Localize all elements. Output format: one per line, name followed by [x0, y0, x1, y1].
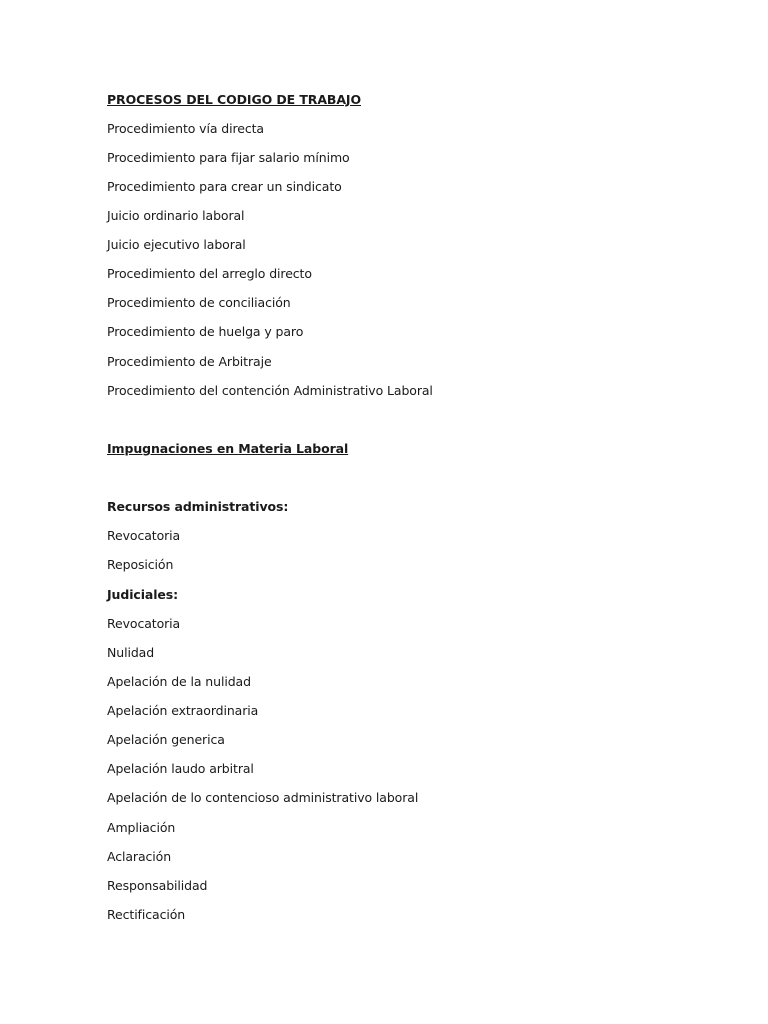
list-item: Apelación de lo contencioso administrativo laboral	[107, 790, 419, 805]
list-item: Responsabilidad	[107, 878, 208, 893]
subheading-judiciales: Judiciales:	[107, 587, 179, 602]
list-item: Reposición	[107, 557, 174, 572]
list-item: Procedimiento vía directa	[107, 121, 264, 136]
list-item: Revocatoria	[107, 616, 181, 631]
list-item: Aclaración	[107, 849, 172, 864]
section-title-impugnaciones: Impugnaciones en Materia Laboral	[107, 441, 349, 456]
list-item: Apelación de la nulidad	[107, 674, 251, 689]
list-item: Rectificación	[107, 907, 186, 922]
list-item: Apelación generica	[107, 732, 225, 747]
list-item: Procedimiento del contención Administrativo Laboral	[107, 383, 433, 398]
list-item: Nulidad	[107, 645, 155, 660]
list-item: Procedimiento para fijar salario mínimo	[107, 150, 350, 165]
list-item: Juicio ejecutivo laboral	[107, 237, 246, 252]
subheading-administrativos: Recursos administrativos:	[107, 499, 289, 514]
list-item: Procedimiento de conciliación	[107, 295, 291, 310]
list-item: Procedimiento de huelga y paro	[107, 324, 304, 339]
list-item: Procedimiento de Arbitraje	[107, 354, 272, 369]
list-item: Ampliación	[107, 820, 176, 835]
list-item: Apelación extraordinaria	[107, 703, 259, 718]
list-item: Procedimiento para crear un sindicato	[107, 179, 342, 194]
list-item: Juicio ordinario laboral	[107, 208, 245, 223]
section-title-procesos: PROCESOS DEL CODIGO DE TRABAJO	[107, 92, 361, 107]
list-item: Revocatoria	[107, 528, 181, 543]
list-item: Apelación laudo arbitral	[107, 761, 254, 776]
list-item: Procedimiento del arreglo directo	[107, 266, 312, 281]
